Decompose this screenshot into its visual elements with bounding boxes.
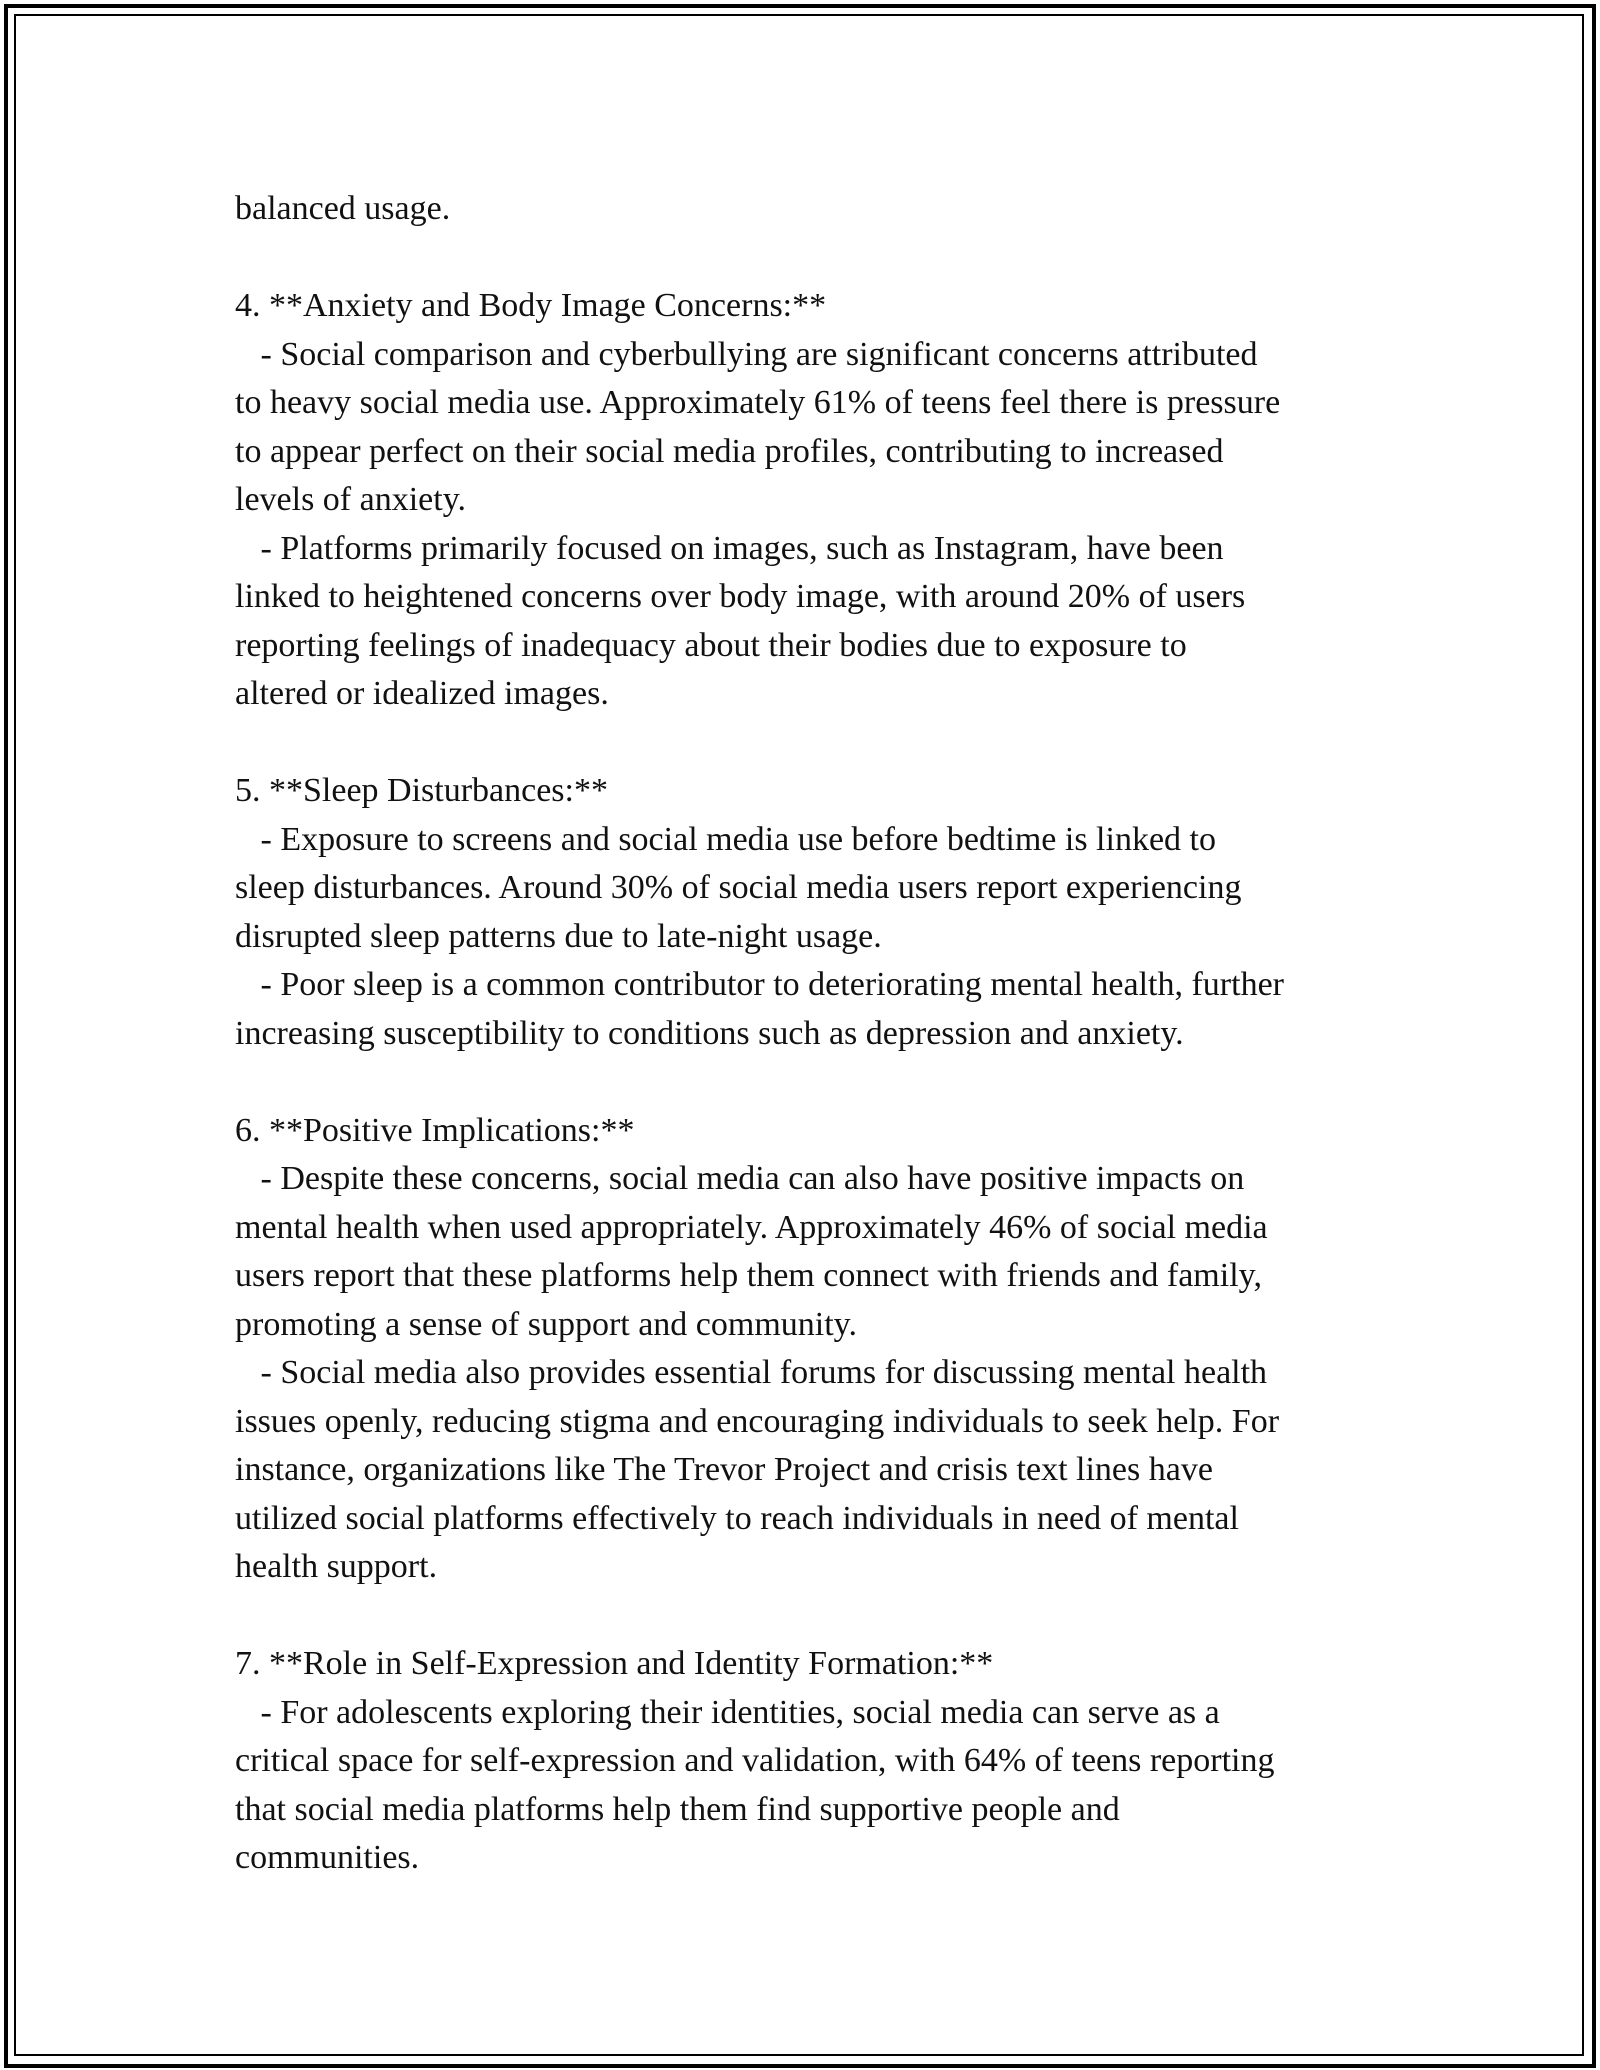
spacer <box>235 234 1415 283</box>
spacer <box>235 1058 1415 1107</box>
section-self-expression-identity <box>235 1640 1415 1883</box>
section-line: altered or idealized images. <box>235 675 609 712</box>
section-line: to appear perfect on their social media profiles, contributing to increased <box>235 432 1224 470</box>
section-line: disrupted sleep patterns due to late-night usage. <box>235 917 882 955</box>
section-sleep-disturbances <box>235 767 1415 1058</box>
section-line: - Social comparison and cyberbullying are significant concerns attributed <box>235 335 1258 373</box>
section-line: mental health when used appropriately. Approximately 46% of social media <box>235 1208 1268 1246</box>
section-line: - Despite these concerns, social media can also have positive impacts on <box>235 1160 1245 1197</box>
section-heading: 5. **Sleep Disturbances:** <box>235 772 608 809</box>
section-line: communities. <box>235 1839 420 1876</box>
section-line: utilized social platforms effectively to reach individuals in need of mental <box>235 1499 1239 1537</box>
spacer <box>235 1592 1415 1641</box>
document-body <box>235 185 1415 1883</box>
spacer <box>235 719 1415 768</box>
section-line: increasing susceptibility to conditions such as depression and anxiety. <box>235 1014 1184 1052</box>
section-line: linked to heightened concerns over body image, with around 20% of users <box>235 578 1246 615</box>
section-line: instance, organizations like The Trevor Project and crisis text lines have <box>235 1451 1213 1488</box>
section-line: that social media platforms help them find supportive people and <box>235 1790 1120 1828</box>
section-line: - Poor sleep is a common contributor to deteriorating mental health, further <box>235 966 1284 1003</box>
section-heading: 6. **Positive Implications:** <box>235 1111 635 1149</box>
intro-line: balanced usage. <box>235 190 451 227</box>
section-line: - Social media also provides essential forums for discussing mental health <box>235 1354 1268 1391</box>
section-line: - Platforms primarily focused on images, such as Instagram, have been <box>235 529 1224 567</box>
section-heading: 4. **Anxiety and Body Image Concerns:** <box>235 287 827 324</box>
section-line: promoting a sense of support and community. <box>235 1305 857 1343</box>
section-line: issues openly, reducing stigma and encouraging individuals to seek help. For <box>235 1402 1280 1440</box>
section-positive-implications <box>235 1107 1415 1592</box>
section-line: sleep disturbances. Around 30% of social media users report experiencing <box>235 869 1242 906</box>
section-anxiety-body-image <box>235 282 1415 719</box>
section-line: critical space for self-expression and validation, with 64% of teens reporting <box>235 1742 1275 1779</box>
section-line: health support. <box>235 1548 438 1585</box>
section-line: - For adolescents exploring their identities, social media can serve as a <box>235 1693 1220 1731</box>
section-line: to heavy social media use. Approximately 61% of teens feel there is pressure <box>235 384 1281 421</box>
section-line: - Exposure to screens and social media use before bedtime is linked to <box>235 820 1216 858</box>
section-heading: 7. **Role in Self-Expression and Identity Formation:** <box>235 1645 994 1682</box>
section-line: users report that these platforms help them connect with friends and family, <box>235 1257 1262 1294</box>
section-line: reporting feelings of inadequacy about their bodies due to exposure to <box>235 626 1187 664</box>
section-line: levels of anxiety. <box>235 481 466 518</box>
